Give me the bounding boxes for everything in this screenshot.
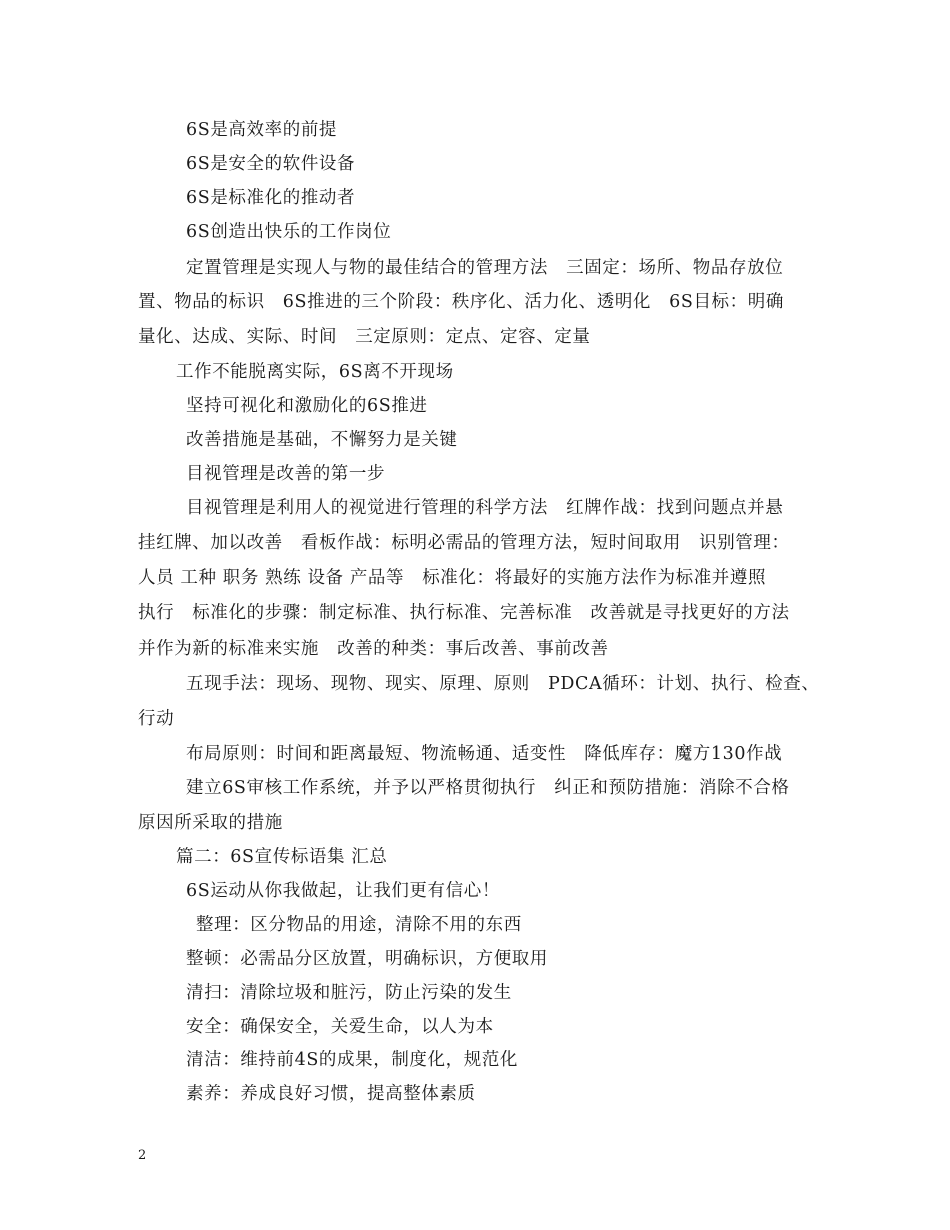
text-line: 清扫：清除垃圾和脏污，防止污染的发生: [186, 983, 512, 1003]
text-line: 五现手法：现场、现物、现实、原理、原则 PDCA循环：计划、执行、检查、: [186, 674, 820, 694]
text-line: 人员 工种 职务 熟练 设备 产品等 标准化：将最好的实施方法作为标准并遵照: [138, 568, 767, 588]
text-line: 工作不能脱离实际，6S离不开现场: [176, 362, 454, 382]
text-line: 建立6S审核工作系统，并予以严格贯彻执行 纠正和预防措施：消除不合格: [186, 778, 790, 798]
text-line: 6S运动从你我做起，让我们更有信心！: [186, 881, 500, 901]
text-line: 安全：确保安全，关爱生命，以人为本: [186, 1017, 494, 1037]
text-line: 定置管理是实现人与物的最佳结合的管理方法 三固定：场所、物品存放位: [186, 258, 784, 278]
text-line: 行动: [138, 709, 175, 729]
text-line: 目视管理是利用人的视觉进行管理的科学方法 红牌作战：找到问题点并悬: [186, 498, 784, 518]
text-line: 置、物品的标识 6S推进的三个阶段：秩序化、活力化、透明化 6S目标：明确: [138, 292, 784, 312]
text-line: 6S是高效率的前提: [186, 120, 338, 140]
text-line: 量化、达成、实际、时间 三定原则：定点、定容、定量: [138, 327, 591, 347]
page-number: 2: [138, 1148, 147, 1163]
text-line: 改善措施是基础，不懈努力是关键: [186, 430, 458, 450]
text-line: 素养：养成良好习惯，提高整体素质: [186, 1084, 476, 1104]
text-line: 6S创造出快乐的工作岗位: [186, 222, 392, 242]
text-line: 6S是标准化的推动者: [186, 188, 356, 208]
text-line: 布局原则：时间和距离最短、物流畅通、适变性 降低库存：魔方130作战: [186, 744, 783, 764]
text-line: 原因所采取的措施: [138, 813, 283, 833]
text-line: 6S是安全的软件设备: [186, 154, 356, 174]
text-line: 执行 标准化的步骤：制定标准、执行标准、完善标准 改善就是寻找更好的方法: [138, 603, 790, 623]
section-heading: 篇二：6S宣传标语集 汇总: [176, 847, 388, 867]
text-line: 目视管理是改善的第一步: [186, 464, 386, 484]
text-line: 清洁：维持前4S的成果，制度化，规范化: [186, 1050, 519, 1070]
text-line: 整顿：必需品分区放置，明确标识，方便取用: [186, 949, 548, 969]
text-line: 坚持可视化和激励化的6S推进: [186, 396, 428, 416]
text-line: 整理：区分物品的用途，清除不用的东西: [196, 915, 522, 935]
text-line: 挂红牌、加以改善 看板作战：标明必需品的管理方法，短时间取用 识别管理：: [138, 533, 790, 553]
text-line: 并作为新的标准来实施 改善的种类：事后改善、事前改善: [138, 639, 609, 659]
